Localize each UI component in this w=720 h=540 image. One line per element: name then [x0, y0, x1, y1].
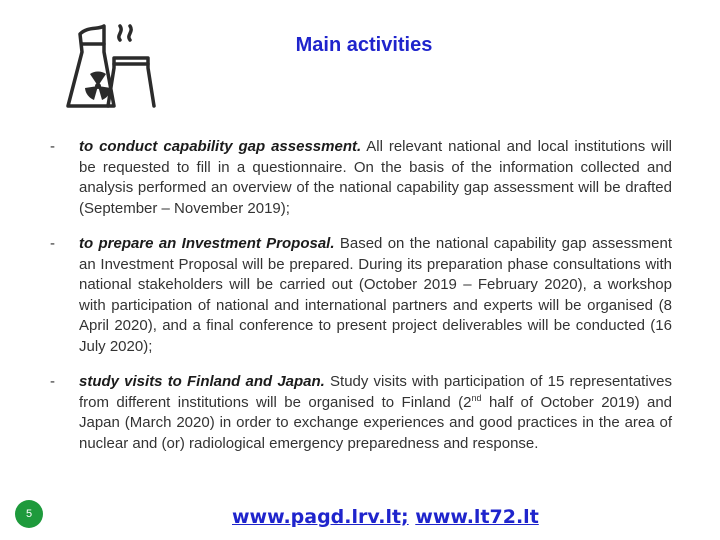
- bullet-dash: -: [50, 373, 55, 390]
- item-lead: to conduct capability gap assessment.: [79, 138, 362, 155]
- item-body: Based on the national capability gap assessment an Investment Proposal will be prepared. During its preparation phase consultations with national stakeholders will be carried out (October 2019 – February 2020), a workshop with participation of national and international partners and experts will be organised (8 April 2020), and a final conference to present project deliverables will be conducted (16 July 2020);: [79, 235, 672, 355]
- link-pagd[interactable]: www.pagd.lrv.lt;: [232, 506, 409, 528]
- activities-list: [50, 137, 672, 469]
- item-body-part2: half of October 2019) and Japan (March 2020) in order to exchange experiences and good practices in the area of nuclear and (or) radiological emergency preparedness and response.: [79, 393, 673, 452]
- bullet-dash: -: [50, 138, 55, 155]
- link-lt72[interactable]: www.lt72.lt: [415, 506, 539, 528]
- page-title: Main activities: [295, 34, 433, 56]
- item-body-part1: Study visits with participation of 15 representatives from different institutions will be organised to Finland (2: [79, 373, 672, 411]
- list-item-investment-proposal: [50, 234, 672, 357]
- item-lead: to prepare an Investment Proposal.: [79, 235, 335, 252]
- footer-links: [232, 506, 539, 528]
- nuclear-power-plant-icon: [58, 14, 158, 114]
- item-lead: study visits to Finland and Japan.: [79, 373, 325, 390]
- ordinal-suffix: nd: [471, 392, 482, 403]
- list-item-study-visits: [50, 372, 672, 454]
- page-number-badge: 5: [15, 500, 43, 528]
- list-item-gap-assessment: [50, 137, 672, 219]
- bullet-dash: -: [50, 235, 55, 252]
- item-body: All relevant national and local institutions will be requested to fill in a questionnaire. On the basis of the information collected and analysis performed an overview of the national capability gap assessment will be drafted (September – November 2019);: [79, 138, 672, 217]
- item-text: [79, 234, 672, 357]
- item-text: [79, 137, 672, 219]
- item-text: [79, 372, 672, 454]
